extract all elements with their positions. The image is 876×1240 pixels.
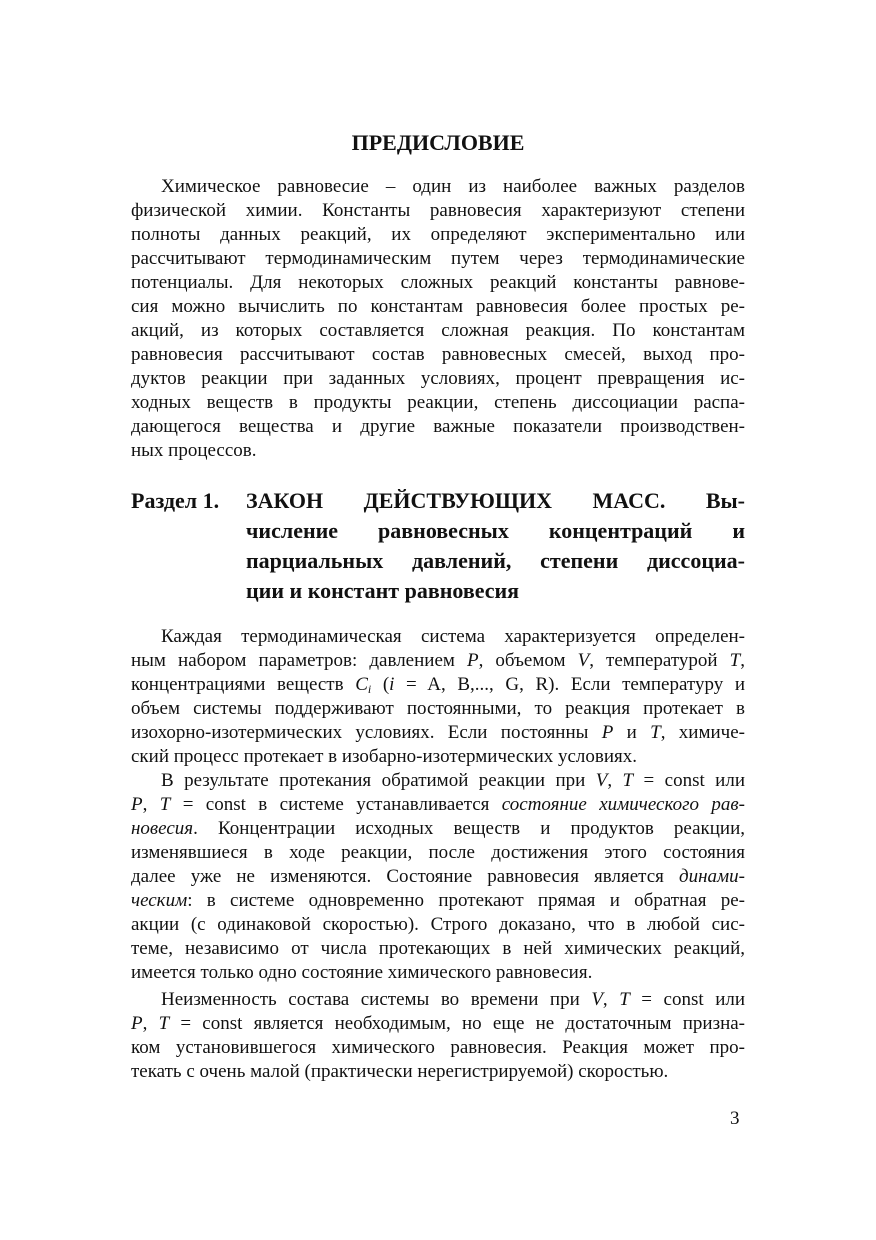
text-line xyxy=(131,415,745,439)
text-run: , xyxy=(602,989,620,1010)
section-label: Раздел 1. xyxy=(131,488,220,513)
italic-text: T xyxy=(622,770,634,791)
text-run: акции (с одинаковой скоростью). Строго доказано, что в любой сис- xyxy=(131,914,745,935)
text-run: = A, B,..., G, R). Если температуру и xyxy=(394,674,745,695)
text-run: = const является необходимым, но еще не достаточным призна- xyxy=(169,1013,745,1034)
paragraph-2 xyxy=(131,769,745,985)
text-run: , xyxy=(607,770,623,791)
text-line xyxy=(131,271,745,295)
text-run: Неизменность состава системы во времени при xyxy=(161,989,592,1010)
italic-text: T xyxy=(729,650,741,671)
italic-text: состояние химического рав- xyxy=(501,794,746,815)
text-run: ( xyxy=(371,674,390,695)
italic-text: P xyxy=(131,1013,143,1034)
text-line xyxy=(131,721,745,745)
italic-text: T xyxy=(619,989,630,1010)
text-line xyxy=(131,223,745,247)
text-run: , объемом xyxy=(478,650,578,671)
text-run: изохорно-изотермических условиях. Если постоянны xyxy=(131,722,602,743)
italic-text: i xyxy=(389,674,395,695)
text-line xyxy=(131,889,745,913)
text-run: , температурой xyxy=(589,650,730,671)
text-run: физической химии. Константы равновесия характеризуют степени xyxy=(131,200,745,221)
italic-text: P xyxy=(466,650,479,671)
text-run: , xyxy=(142,794,160,815)
section-title-line: числение равновесных концентраций и xyxy=(246,518,745,543)
text-run: , xyxy=(740,650,745,671)
italic-text: P xyxy=(601,722,614,743)
text-line xyxy=(131,319,745,343)
text-line xyxy=(131,247,745,271)
italic-text: C xyxy=(355,674,368,695)
text-line xyxy=(131,1060,745,1084)
text-run: и xyxy=(613,722,651,743)
text-run: акций, из которых составляется сложная реакция. По константам xyxy=(131,320,745,341)
text-line xyxy=(131,841,745,865)
text-line xyxy=(131,937,745,961)
text-run: равновесия рассчитывают состав равновесных смесей, выход про- xyxy=(131,344,745,365)
text-line xyxy=(131,817,745,841)
text-line xyxy=(131,391,745,415)
text-line xyxy=(131,295,745,319)
text-run: имеется только одно состояние химического равновесия. xyxy=(131,962,593,983)
italic-text: V xyxy=(591,989,603,1010)
text-line xyxy=(131,745,745,769)
text-run: , химиче- xyxy=(660,722,745,743)
text-run: потенциалы. Для некоторых сложных реакций константы равнове- xyxy=(131,272,745,293)
text-run: полноты данных реакций, их определяют экспериментально или xyxy=(131,224,745,245)
text-run: , xyxy=(142,1013,159,1034)
text-run: изменявшиеся в ходе реакции, после достижения этого состояния xyxy=(131,842,745,863)
italic-text: новесия xyxy=(131,818,194,839)
text-line xyxy=(131,865,745,889)
italic-text: T xyxy=(159,794,171,815)
text-line xyxy=(131,961,745,985)
text-run: = const в системе устанавливается xyxy=(170,794,502,815)
italic-text: V xyxy=(577,650,590,671)
text-line xyxy=(131,343,745,367)
text-run: = const или xyxy=(629,989,746,1010)
text-line xyxy=(131,793,745,817)
text-run: дающегося вещества и другие важные показатели производствен- xyxy=(131,416,745,437)
text-run: дуктов реакции при заданных условиях, процент превращения ис- xyxy=(131,368,745,389)
text-line xyxy=(131,367,745,391)
text-run: сия можно вычислить по константам равновесия более простых ре- xyxy=(131,296,745,317)
page-number: 3 xyxy=(730,1108,740,1129)
text-line xyxy=(131,1012,745,1036)
text-run: рассчитывают термодинамическим путем через термодинамические xyxy=(131,248,745,269)
paragraph-1 xyxy=(131,625,745,769)
text-run: ных процессов. xyxy=(131,440,257,461)
section-title xyxy=(246,486,745,606)
text-run: В результате протекания обратимой реакции при xyxy=(161,770,596,791)
text-line xyxy=(131,1036,745,1060)
text-run: текать с очень малой (практически нерегистрируемой) скоростью. xyxy=(131,1061,669,1082)
text-run: = const или xyxy=(633,770,746,791)
text-line xyxy=(131,988,745,1012)
text-run: Каждая термодинамическая система характеризуется определен- xyxy=(161,626,745,647)
text-run: . Концентрации исходных веществ и продуктов реакции, xyxy=(193,818,745,839)
text-line xyxy=(131,175,745,199)
italic-text: ческим xyxy=(131,890,188,911)
text-run: ком установившегося химического равновесия. Реакция может про- xyxy=(131,1037,745,1058)
text-run: : в системе одновременно протекают прямая и обратная ре- xyxy=(187,890,745,911)
text-line xyxy=(131,199,745,223)
text-line xyxy=(131,673,745,697)
italic-text: P xyxy=(131,794,143,815)
text-run: теме, независимо от числа протекающих в ней химических реакций, xyxy=(131,938,745,959)
section-title-line: парциальных давлений, степени диссоциа- xyxy=(246,548,745,573)
text-line xyxy=(131,649,745,673)
text-line xyxy=(131,625,745,649)
page-title: ПРЕДИСЛОВИЕ xyxy=(351,130,525,155)
text-run: далее уже не изменяются. Состояние равновесия является xyxy=(131,866,679,887)
italic-text: динами- xyxy=(679,866,745,887)
text-line xyxy=(131,769,745,793)
text-run: ходных веществ в продукты реакции, степень диссоциации распа- xyxy=(131,392,745,413)
text-run: ский процесс протекает в изобарно-изотермических условиях. xyxy=(131,746,638,767)
text-run: концентрациями веществ xyxy=(131,674,356,695)
section-title-line: ции и констант равновесия xyxy=(246,578,520,603)
text-run: объем системы поддерживают постоянными, то реакция протекает в xyxy=(131,698,745,719)
text-line xyxy=(131,439,745,463)
italic-text: T xyxy=(650,722,661,743)
text-run: ным набором параметров: давлением xyxy=(131,650,467,671)
section-title-line: ЗАКОН ДЕЙСТВУЮЩИХ МАСС. Вы- xyxy=(246,488,745,513)
paragraph-3 xyxy=(131,988,745,1084)
text-line xyxy=(131,697,745,721)
text-line xyxy=(131,913,745,937)
paragraph-preface xyxy=(131,175,745,463)
italic-text: V xyxy=(595,770,608,791)
italic-text: T xyxy=(158,1013,170,1034)
text-run: Химическое равновесие – один из наиболее важных разделов xyxy=(161,176,745,197)
subscript: i xyxy=(367,682,372,696)
